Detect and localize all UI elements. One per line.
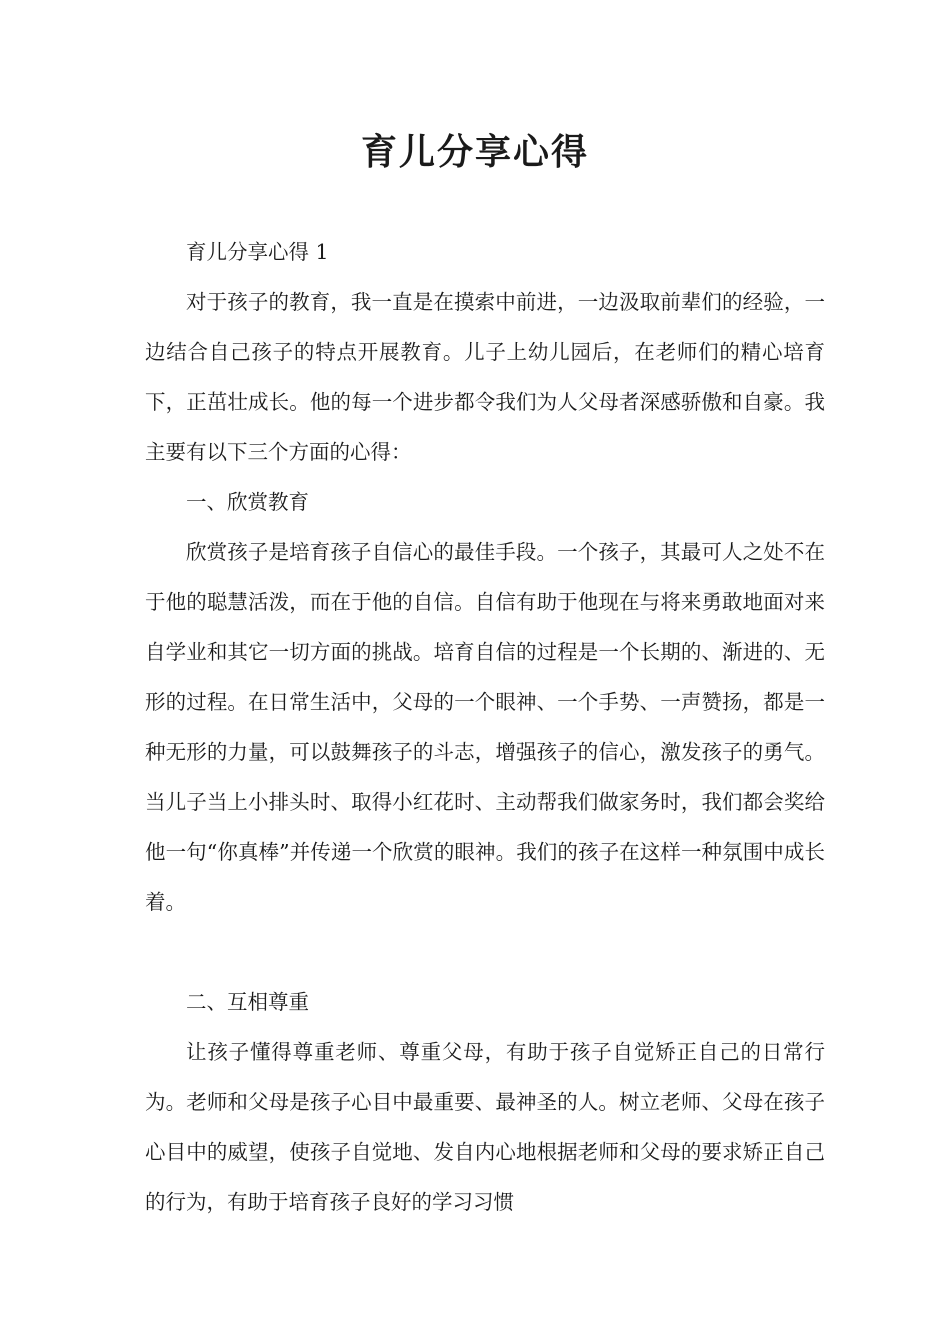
paragraph-intro: 对于孩子的教育，我一直是在摸索中前进，一边汲取前辈们的经验，一边结合自己孩子的特点开展教育。儿子上幼儿园后，在老师们的精心培育下，正茁壮成长。他的每一个进步都令我们为人父母者深感骄傲和自豪。我主要有以下三个方面的心得： (145, 290, 825, 464)
paragraph-spacer (145, 927, 825, 977)
paragraph-mutual-respect: 让孩子懂得尊重老师、尊重父母，有助于孩子自觉矫正自己的日常行为。老师和父母是孩子心目中最重要、最神圣的人。树立老师、父母在孩子心目中的威望，使孩子自觉地、发自内心地根据老师和父母的要求矫正自己的行为，有助于培育孩子良好的学习习惯 (145, 1040, 825, 1214)
heading-mutual-respect: 二、互相尊重 (186, 990, 309, 1014)
document-title: 育儿分享心得 (360, 132, 589, 173)
heading-appreciation-education: 一、欣赏教育 (186, 490, 309, 514)
section-title: 育儿分享心得 1 (186, 240, 329, 264)
document-body (145, 227, 825, 1227)
paragraph-appreciation-education: 欣赏孩子是培育孩子自信心的最佳手段。一个孩子，其最可人之处不在于他的聪慧活泼，而在于他的自信。自信有助于他现在与将来勇敢地面对来自学业和其它一切方面的挑战。培育自信的过程是一个长期的、渐进的、无形的过程。在日常生活中，父母的一个眼神、一个手势、一声赞扬，都是一种无形的力量，可以鼓舞孩子的斗志，增强孩子的信心，激发孩子的勇气。当儿子当上小排头时、取得小红花时、主动帮我们做家务时，我们都会奖给他一句“你真棒”并传递一个欣赏的眼神。我们的孩子在这样一种氛围中成长着。 (145, 540, 825, 914)
